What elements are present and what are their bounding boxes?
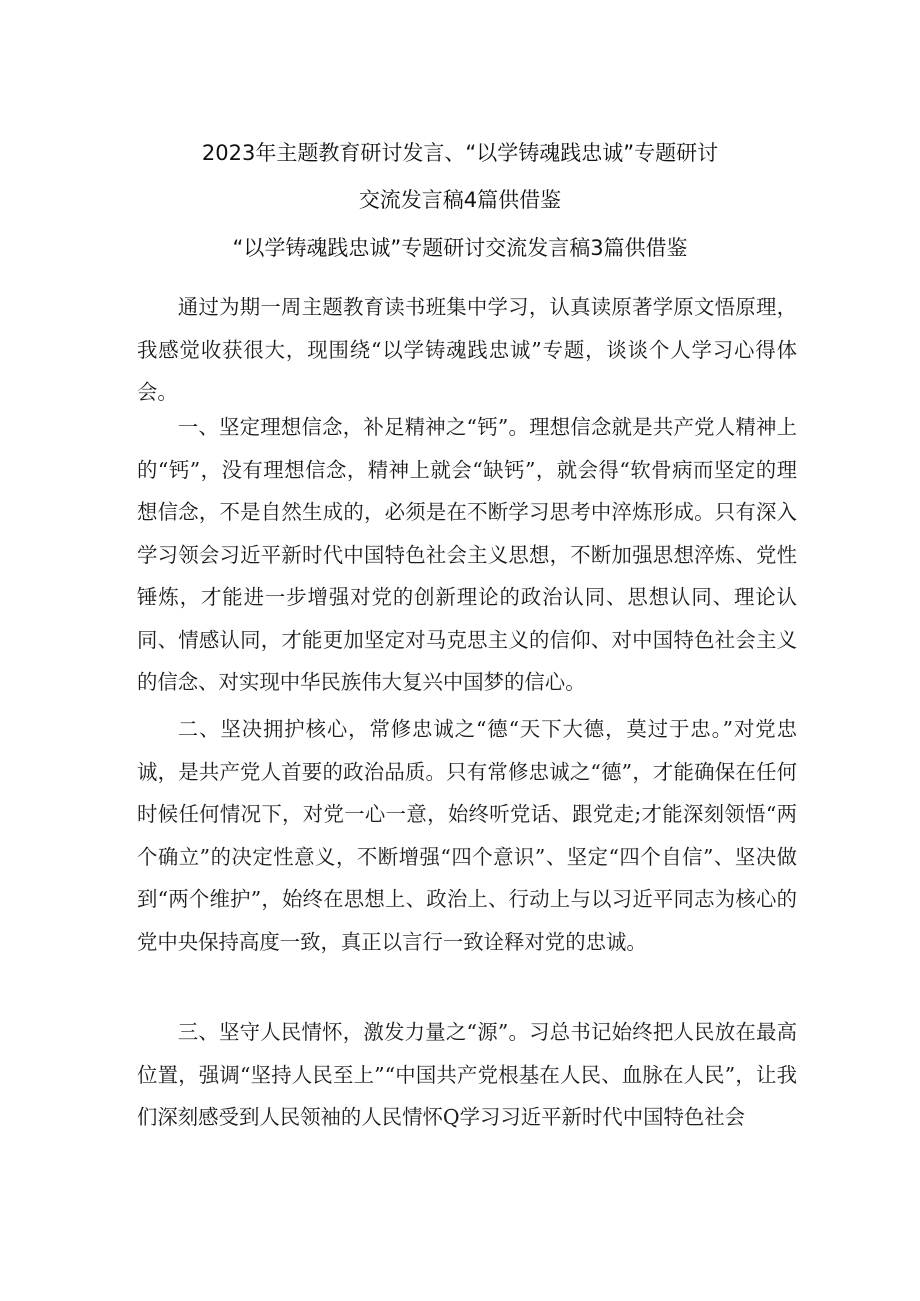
document-title-line-2: 交流发言稿4篇供借鉴 [358,188,562,212]
document-title-line-1: 2023年主题教育研讨发言、“以学铸魂践忠诚”专题研讨 [201,141,719,165]
paragraph-section-1: 一、坚定理想信念，补足精神之“钙”。理想信念就是共产党人精神上的“钙”，没有理想信念，精神上就会“缺钙”，就会得“软骨病而坚定的理想信念，不是自然生成的，必须是在不断学习思考中淬炼形成。只有深入学习领会习近平新时代中国特色社会主义思想，不断加强思想淬炼、党性锤炼，才能进一步增强对党的创新理论的政治认同、思想认同、理论认同、情感认同，才能更加坚定对马克思主义的信仰、对中国特色社会主义的信念、对实现中华民族伟大复兴中国梦的信心。 [137,415,797,694]
paragraph-intro: 通过为期一周主题教育读书班集中学习，认真读原著学原文悟原理，我感觉收获很大，现围绕“以学铸魂践忠诚”专题，谈谈个人学习心得体会。 [137,295,797,404]
paragraph-section-3: 三、坚守人民情怀，激发力量之“源”。习总书记始终把人民放在最高位置，强调“坚持人民至上”“中国共产党根基在人民、血脉在人民”，让我们深刻感受到人民领袖的人民情怀Q学习习近平新时代中国特色社会 [137,1020,797,1129]
paragraph-section-2: 二、坚决拥护核心，常修忠诚之“德“天下大德，莫过于忠。”对党忠诚，是共产党人首要的政治品质。只有常修忠诚之“德”，才能确保在任何时候任何情况下，对党一心一意，始终听党话、跟党走;才能深刻领悟“两个确立”的决定性意义，不断增强“四个意识”、坚定“四个自信”、坚决做到“两个维护”，始终在思想上、政治上、行动上与以习近平同志为核心的党中央保持高度一致，真正以言行一致诠释对党的忠诚。 [137,717,797,954]
document-subtitle: “以学铸魂践忠诚”专题研讨交流发言稿3篇供借鉴 [232,236,688,260]
